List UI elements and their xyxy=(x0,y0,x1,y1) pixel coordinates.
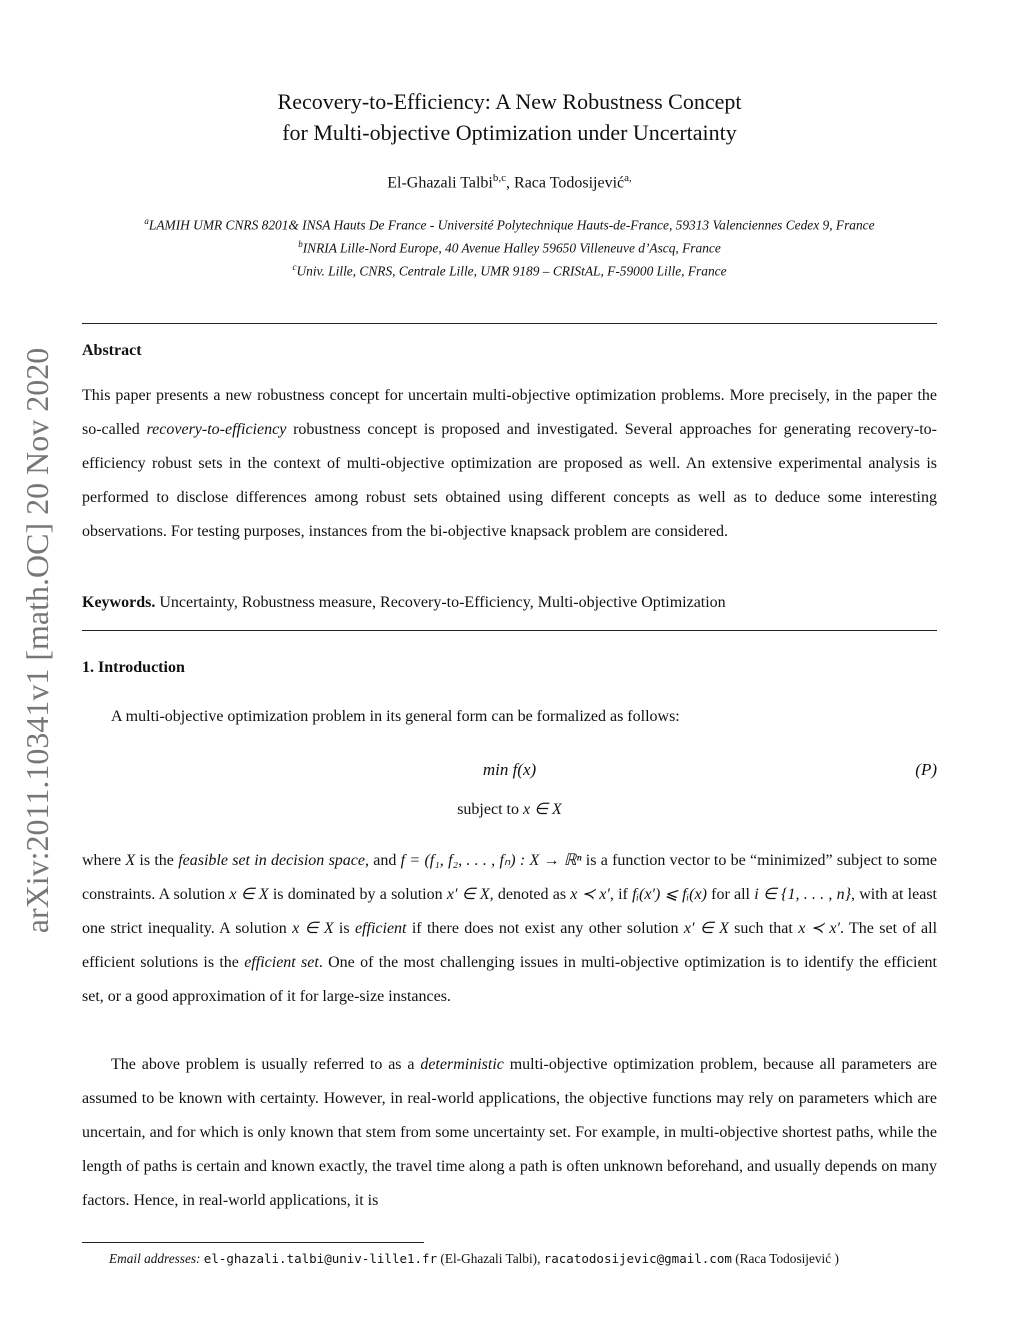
intro-paragraph-3 xyxy=(82,1048,937,1218)
p2-t4: is a function vector to be “minimized” subject to some constraints. A solution xyxy=(82,852,938,903)
affiliation-mark-b: b xyxy=(298,238,303,249)
p2-m10: x ≺ x′ xyxy=(798,920,840,937)
keywords-text: Uncertainty, Robustness measure, Recovery-to-Efficiency, Multi-objective Optimization xyxy=(155,594,726,611)
affiliation-text-a: LAMIH UMR CNRS 8201& INSA Hauts De France - Université Polytechnique Hauts-de-France, 59313 Valenciennes Cedex 9, France xyxy=(148,217,875,233)
p2-t9: , with at least one strict inequality. A solution xyxy=(82,886,937,937)
title-line-2: for Multi-objective Optimization under Uncertainty xyxy=(282,120,737,145)
title-line-1: Recovery-to-Efficiency: A New Robustness Concept xyxy=(277,89,742,114)
abstract-emphasis: recovery-to-efficiency xyxy=(146,421,287,438)
abstract-text-part-1: This paper presents a new robustness concept for uncertain multi-objective optimization problems. More precisely, in the paper the so-called xyxy=(82,387,937,438)
abstract-bottom-rule xyxy=(82,630,937,631)
keywords-label: Keywords. xyxy=(82,594,156,611)
equation-objective xyxy=(82,760,937,780)
p2-t6: , denoted as xyxy=(489,886,571,903)
affiliation-text-b: INRIA Lille-Nord Europe, 40 Avenue Halley 59650 Villeneuve d’Ascq, France xyxy=(302,240,721,256)
p2-t12: such that xyxy=(728,920,799,937)
abstract-text xyxy=(82,379,937,549)
arxiv-stamp xyxy=(8,320,68,960)
equation-constraint-prefix: subject to xyxy=(457,801,523,818)
author-1-affil-marks: b,c xyxy=(492,172,507,184)
intro-paragraph-2 xyxy=(82,844,937,1014)
equation-constraint-math: x ∈ X xyxy=(522,801,562,818)
p2-em1: feasible set in decision space xyxy=(178,852,366,869)
p2-em3: efficient set xyxy=(244,954,319,971)
p2-t8: for all xyxy=(706,886,755,903)
section-heading-introduction: 1. Introduction xyxy=(82,659,185,676)
author-2-name: Raca Todosijević xyxy=(514,174,625,192)
abstract-text-part-2: robustness concept is proposed and investigated. Several approaches for generating recovery-to-efficiency robust sets in the context of multi-objective optimization are proposed as well. An extensive experimental analysis is performed to disclose differences among robust sets obtained using different concepts as well as to deduce some interesting observations. For testing purposes, instances from the bi-objective knapsack problem are considered. xyxy=(82,421,938,540)
keywords xyxy=(82,594,726,612)
footnote-label: Email addresses: xyxy=(109,1251,201,1266)
p2-t11: if there does not exist any other solution xyxy=(406,920,684,937)
p2-t5: is dominated by a solution xyxy=(268,886,447,903)
footnote-email-1[interactable]: el-ghazali.talbi@univ-lille1.fr xyxy=(203,1251,438,1266)
author-1-name: El-Ghazali Talbi xyxy=(387,174,493,192)
p2-m9: x′ ∈ X xyxy=(683,920,729,937)
p2-t13: . The set of all efficient solutions is the xyxy=(82,920,938,971)
equation-objective-math: min f(x) xyxy=(482,760,537,779)
equation-constraint xyxy=(82,799,937,819)
footnote-name-2: (Raca Todosijević ) xyxy=(731,1251,839,1266)
affiliation-a xyxy=(82,212,937,235)
p2-t10: is xyxy=(333,920,355,937)
p3-em1: deterministic xyxy=(420,1056,504,1073)
abstract-top-rule xyxy=(82,323,937,324)
p3-t2: multi-objective optimization problem, because all parameters are assumed to be known with certainty. However, in real-world applications, the objective functions may rely on parameters which are uncertain, and for which is only known that stem from some uncertainty set. For example, in multi-objective shortest paths, while the length of paths is certain and known exactly, the travel time along a path is often unknown beforehand, and usually depends on many factors. Hence, in real-world applications, it is xyxy=(82,1056,938,1209)
intro-paragraph-1: A multi-objective optimization problem in its general form can be formalized as follows: xyxy=(111,708,680,725)
p2-t7: , if xyxy=(609,886,633,903)
arxiv-stamp-text: arXiv:2011.10341v1 [math.OC] 20 Nov 2020 xyxy=(19,347,56,933)
abstract-heading: Abstract xyxy=(82,342,142,359)
affiliation-mark-c: c xyxy=(292,261,297,272)
p2-t3: , and xyxy=(365,852,401,869)
affiliation-text-c: Univ. Lille, CNRS, Centrale Lille, UMR 9189 – CRIStAL, F-59000 Lille, France xyxy=(296,263,727,279)
affiliation-mark-a: a xyxy=(144,216,149,226)
author-2-affil-marks: a, xyxy=(624,172,632,184)
footnote-rule xyxy=(82,1242,424,1243)
affiliations xyxy=(82,212,937,281)
p2-t1: where xyxy=(82,852,126,869)
p2-m1: X xyxy=(125,852,136,869)
footnote-name-1: (El-Ghazali Talbi), xyxy=(437,1251,544,1266)
p2-m2: f = (f₁, f₂, . . . , fₙ) : X → ℝⁿ xyxy=(400,852,582,869)
author-separator: , xyxy=(506,174,515,192)
affiliation-c xyxy=(82,258,937,281)
p2-m4: x′ ∈ X xyxy=(446,886,490,903)
footnote xyxy=(82,1249,937,1268)
p2-em2: efficient xyxy=(354,920,407,937)
p2-m6: fᵢ(x′) ⩽ fᵢ(x) xyxy=(632,886,707,903)
affiliation-b xyxy=(82,235,937,258)
p2-m8: x ∈ X xyxy=(292,920,334,937)
p2-t2: is the xyxy=(135,852,179,869)
p2-m5: x ≺ x′ xyxy=(570,886,610,903)
author-list xyxy=(82,172,937,192)
p2-m3: x ∈ X xyxy=(229,886,269,903)
p2-t14: . One of the most challenging issues in multi-objective optimization is to identify the efficient set, or a good approximation of it for large-size instances. xyxy=(82,954,937,1005)
p2-m7: i ∈ {1, . . . , n} xyxy=(754,886,851,903)
footnote-email-2[interactable]: racatodosijevic@gmail.com xyxy=(543,1251,732,1266)
p3-t1: The above problem is usually referred to as a xyxy=(111,1056,421,1073)
equation-label: (P) xyxy=(915,760,937,779)
paper-title xyxy=(82,86,937,148)
